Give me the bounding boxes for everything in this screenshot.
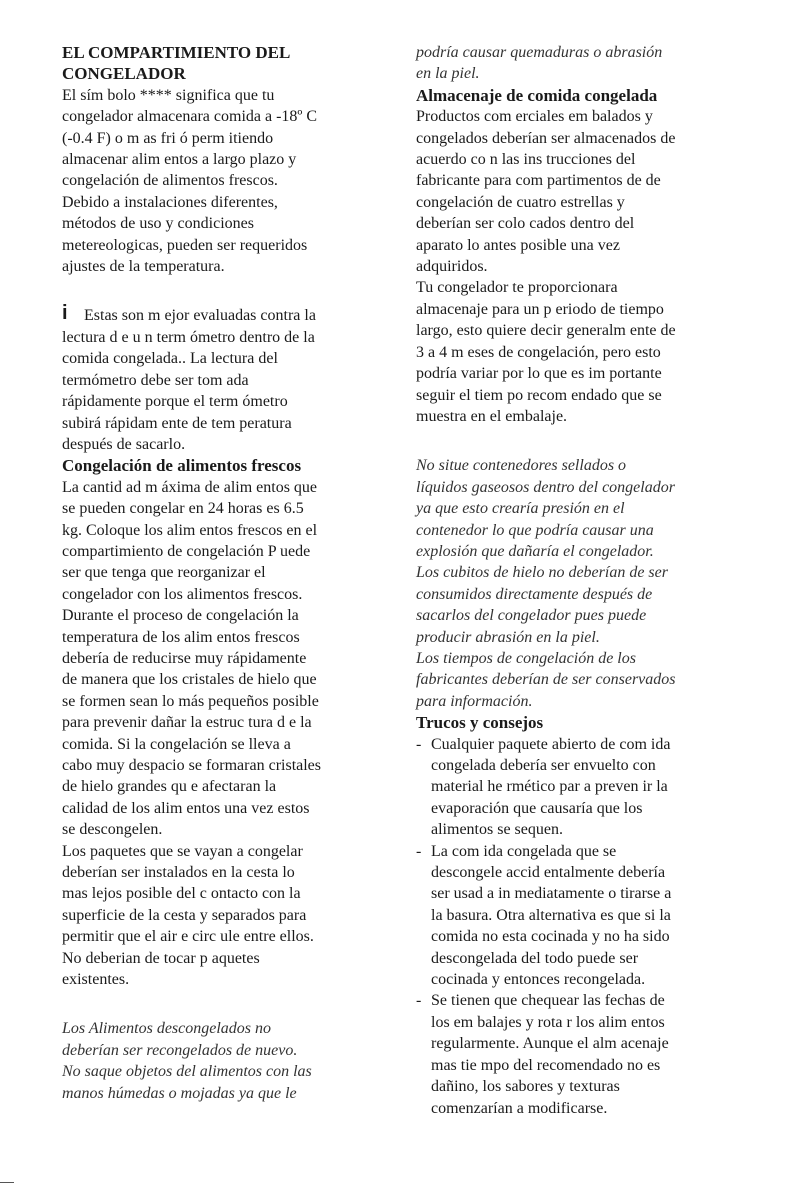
- text-line: comida congelada.. La lectura del: [62, 350, 278, 368]
- text-line: ajustes de la temperatura.: [62, 258, 225, 276]
- text-line: almacenar alim entos a largo plazo y: [62, 151, 297, 169]
- text-line: deberían ser colo cados dentro del: [416, 215, 635, 233]
- text-line: rápidamente porque el term ómetro: [62, 393, 288, 411]
- text-line: almacenaje para un p eriodo de tiempo: [416, 300, 664, 318]
- text-line: termómetro debe ser tom ada: [62, 371, 249, 389]
- storage-paragraph: [416, 106, 712, 427]
- bullet-dash: -: [416, 842, 422, 860]
- text-line: consumidos directamente después de: [416, 585, 653, 603]
- bullet-dash: -: [416, 735, 422, 753]
- text-line: El sím bolo **** significa que tu: [62, 86, 275, 104]
- text-line: congelación de alimentos frescos.: [62, 172, 278, 190]
- text-line: sacarlos del congelador pues puede: [416, 607, 647, 625]
- text-line: fabricantes deberían de ser conservados: [416, 671, 676, 689]
- text-line: de manera que los cristales de hielo que: [62, 671, 317, 689]
- text-line: Cualquier paquete abierto de com ida: [431, 735, 671, 753]
- text-line: superficie de la cesta y separados para: [62, 906, 307, 924]
- text-line: dañino, los sabores y texturas: [431, 1078, 620, 1096]
- text-line: kg. Coloque los alim entos frescos en el: [62, 521, 318, 539]
- text-line: después de sacarlo.: [62, 435, 186, 453]
- text-line: congelación de cuatro estrellas y: [416, 193, 625, 211]
- gas-warning-paragraph-italic: [416, 455, 712, 712]
- text-line: 3 a 4 m eses de congelación, pero esto: [416, 343, 661, 361]
- text-line: calidad de los alim entos una vez estos: [62, 799, 310, 817]
- text-line: líquidos gaseosos dentro del congelador: [416, 478, 675, 496]
- text-line: de hielo grandes qu e afectaran la: [62, 778, 277, 796]
- text-line: mas lejos posible del c ontacto con la: [62, 885, 301, 903]
- text-line: fabricante para com partimentos de de: [416, 172, 661, 190]
- warning-paragraph-italic-cont: [416, 42, 712, 85]
- text-line: evaporación que causaría que los: [431, 799, 643, 817]
- text-line: metereologicas, pueden ser requeridos: [62, 236, 308, 254]
- info-line: [62, 302, 358, 326]
- text-line: seguir el tiem po recom endado que se: [416, 386, 662, 404]
- section-heading-congelador: EL COMPARTIMIENTO DEL: [62, 43, 291, 62]
- text-line: manos húmedas o mojadas ya que le: [62, 1084, 297, 1102]
- text-line: producir abrasión en la piel.: [416, 628, 600, 646]
- text-line: Los cubitos de hielo no deberían de ser: [416, 564, 668, 582]
- text-line: ser que tenga que reorganizar el: [62, 564, 266, 582]
- text-line: podría causar quemaduras o abrasión: [416, 44, 663, 61]
- thermometer-paragraph: [62, 302, 358, 455]
- text-line: podría variar por lo que es im portante: [416, 365, 662, 383]
- text-line: cabo muy despacio se formaran cristales: [62, 757, 322, 774]
- section-heading-fresh-freezing: Congelación de alimentos frescos: [62, 456, 302, 476]
- text-line: se descongelen.: [62, 821, 163, 839]
- text-line: explosión que dañaría el congelador.: [416, 542, 654, 560]
- text-line: deberían ser instalados en la cesta lo: [62, 864, 295, 882]
- text-line: Productos com erciales em balados y: [416, 108, 653, 126]
- text-line: se pueden congelar en 24 horas es 6.5: [62, 500, 304, 518]
- list-item: [416, 990, 712, 1118]
- text-line: regularmente. Aunque el alm acenaje: [431, 1035, 669, 1053]
- text-line: La com ida congelada que se: [431, 842, 617, 860]
- text-line: material he rmético par a preven ir la: [431, 778, 668, 796]
- text-line: Los tiempos de congelación de los: [416, 649, 636, 667]
- text-line: cocinada y entonces recongelada.: [431, 971, 646, 989]
- text-line: alimentos se sequen.: [431, 821, 563, 839]
- text-line: ser usad a in mediatamente o tirarse a: [431, 885, 672, 903]
- tips-list: [416, 734, 712, 1119]
- text-line: deberían ser recongelados de nuevo.: [62, 1041, 298, 1059]
- text-line: para prevenir dañar la estruc tura d e la: [62, 714, 312, 732]
- right-column: [416, 42, 712, 1119]
- text-line: los em balajes y rota r los alim entos: [431, 1013, 665, 1031]
- text-line: aparato lo antes posible una vez: [416, 236, 620, 254]
- list-item: [416, 734, 712, 841]
- text-line: No situe contenedores sellados o: [416, 457, 627, 475]
- text-line: acuerdo co n las ins trucciones del: [416, 151, 636, 169]
- text-line: No saque objetos del alimentos con las: [62, 1063, 312, 1081]
- bullet-dash: -: [416, 992, 422, 1010]
- list-item: [416, 841, 712, 991]
- text-line: lectura d e u n term ómetro dentro de la: [62, 328, 315, 346]
- text-line: comida no esta cocinada y no ha sido: [431, 928, 670, 946]
- text-line: ya que esto crearía presión en el: [416, 500, 625, 518]
- section-heading-congelador-line2: CONGELADOR: [62, 64, 186, 84]
- text-line: Durante el proceso de congelación la: [62, 607, 299, 625]
- text-line: se formen sean lo más pequeños posible: [62, 692, 319, 710]
- text-line: debería de reducirse muy rápidamente: [62, 649, 307, 667]
- text-line: congelador almacenara comida a -18º C: [62, 108, 318, 126]
- text-line: permitir que el air e circ ule entre ellos.: [62, 928, 314, 946]
- text-line: temperatura de los alim entos frescos: [62, 628, 300, 646]
- text-line: comenzarían a modificarse.: [431, 1099, 608, 1117]
- text-line: (-0.4 F) o m as fri ó perm itiendo: [62, 129, 274, 147]
- text-line: para información.: [416, 692, 533, 710]
- text-line: métodos de uso y condiciones: [62, 215, 254, 233]
- page-edge-mark: [0, 1182, 14, 1183]
- text-line: descongele accid entalmente debería: [431, 864, 666, 882]
- text-line: largo, esto quiere decir generalm ente de: [416, 322, 676, 340]
- text-line: compartimiento de congelación P uede: [62, 542, 311, 560]
- warning-paragraph-italic: [62, 1018, 358, 1104]
- text-line: Debido a instalaciones diferentes,: [62, 193, 278, 211]
- text-line: congelador con los alimentos frescos.: [62, 585, 303, 603]
- text-line: Se tienen que chequear las fechas de: [431, 992, 665, 1010]
- text-line: contenedor lo que podría causar una: [416, 521, 654, 539]
- text-line: congelados deberían ser almacenados de: [416, 129, 676, 147]
- info-icon: i: [62, 302, 68, 325]
- text-line: la basura. Otra alternativa es que si la: [431, 906, 671, 924]
- section-heading-storage: Almacenaje de comida congelada: [416, 85, 658, 105]
- left-column: [62, 42, 358, 1104]
- text-line: Estas son m ejor evaluadas contra la: [84, 307, 316, 325]
- section-heading-tips: Trucos y consejos: [416, 713, 544, 733]
- text-line: No deberian de tocar p aquetes: [62, 949, 260, 967]
- fresh-freezing-paragraph: [62, 477, 358, 991]
- text-line: muestra en el embalaje.: [416, 407, 568, 425]
- intro-paragraph: [62, 85, 358, 278]
- text-line: en la piel.: [416, 65, 480, 83]
- text-line: congelada debería ser envuelto con: [431, 757, 656, 774]
- text-line: Tu congelador te proporcionara: [416, 279, 618, 297]
- text-line: La cantid ad m áxima de alim entos que: [62, 478, 318, 496]
- text-line: comida. Si la congelación se lleva a: [62, 735, 291, 753]
- text-line: adquiridos.: [416, 258, 488, 276]
- text-line: descongelada del todo puede ser: [431, 949, 639, 967]
- text-line: existentes.: [62, 971, 130, 989]
- text-line: Los paquetes que se vayan a congelar: [62, 842, 303, 860]
- text-line: mas tie mpo del recomendado no es: [431, 1056, 661, 1074]
- text-line: subirá rápidam ente de tem peratura: [62, 414, 292, 432]
- text-line: Los Alimentos descongelados no: [62, 1020, 272, 1038]
